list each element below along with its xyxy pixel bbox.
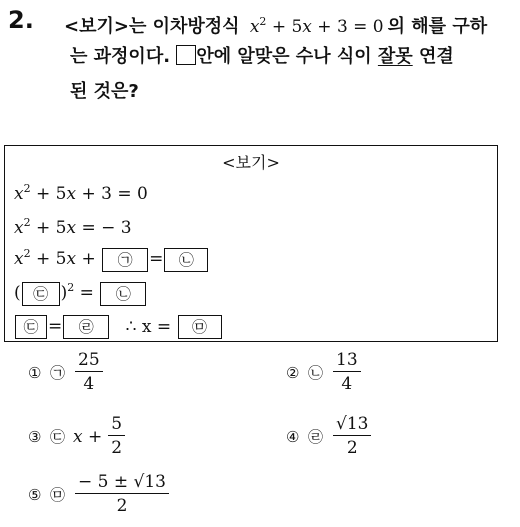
choice-prefix: x + bbox=[73, 426, 103, 447]
fraction bbox=[75, 472, 169, 517]
numerator: 5 bbox=[108, 414, 125, 436]
choice-mark: ㉣ bbox=[308, 428, 324, 446]
blank-e: ㉤ bbox=[178, 315, 222, 339]
fraction bbox=[333, 350, 361, 395]
choice-4[interactable] bbox=[286, 414, 371, 459]
blank-b: ㉡ bbox=[164, 248, 208, 272]
blank-box-symbol bbox=[176, 45, 196, 65]
numerator: 13 bbox=[333, 350, 361, 372]
choice-number: ④ bbox=[286, 427, 300, 446]
choice-mark: ㉤ bbox=[50, 486, 66, 504]
bogi-title: <보기> bbox=[222, 153, 280, 172]
blank-b: ㉡ bbox=[100, 282, 146, 306]
denominator: 4 bbox=[83, 374, 95, 394]
choice-3[interactable] bbox=[28, 414, 125, 459]
question-text-end: 연결 bbox=[418, 46, 454, 67]
question-line-3: 된 것은? bbox=[70, 81, 139, 102]
question-text: <보기>는 이차방정식 bbox=[64, 16, 240, 37]
choice-2[interactable] bbox=[286, 350, 361, 395]
fraction bbox=[108, 414, 125, 459]
fraction bbox=[75, 350, 103, 395]
choice-mark: ㉡ bbox=[308, 364, 324, 382]
choice-1[interactable] bbox=[28, 350, 103, 395]
choice-number: ③ bbox=[28, 427, 42, 446]
blank-c: ㉢ bbox=[15, 315, 47, 339]
question-text-mid: 안에 알맞은 수나 식이 bbox=[196, 46, 372, 67]
emphasis-text: 잘못 bbox=[377, 46, 413, 67]
bogi-step-1: $x^2 + 5x + 3 = 0$ bbox=[14, 182, 148, 204]
exponent: 2 bbox=[67, 281, 75, 294]
blank-d: ㉣ bbox=[63, 315, 109, 339]
choice-mark: ㉢ bbox=[50, 428, 66, 446]
numerator: 25 bbox=[75, 350, 103, 372]
bogi-step-4: ( ㉢ )$^2$ = ㉡ bbox=[14, 281, 147, 306]
choice-number: ② bbox=[286, 363, 300, 382]
question-text: 는 과정이다. bbox=[70, 46, 171, 67]
question-line-1 bbox=[64, 10, 487, 39]
choice-number: ⑤ bbox=[28, 485, 42, 504]
question-number: 2. bbox=[8, 6, 34, 34]
bogi-step-2: $x^2 + 5x$ = − 3 bbox=[14, 216, 132, 238]
denominator: 2 bbox=[111, 438, 123, 458]
question-line-2 bbox=[70, 45, 454, 69]
choice-number: ① bbox=[28, 363, 42, 382]
bogi-step-3: $x^2 + 5x$ + ㉠ = ㉡ bbox=[14, 247, 209, 272]
denominator: 2 bbox=[346, 438, 358, 458]
numerator: − 5 ± √13 bbox=[75, 472, 169, 494]
numerator: √13 bbox=[333, 414, 371, 436]
blank-c: ㉢ bbox=[22, 282, 60, 306]
denominator: 2 bbox=[116, 496, 128, 516]
fraction bbox=[333, 414, 371, 459]
bogi-step-5: ㉢ = ㉣ ∴ x = ㉤ bbox=[14, 315, 223, 339]
therefore-text: ∴ x = bbox=[125, 316, 172, 337]
question-equation: $x^2 + 5x + 3 = 0$ bbox=[249, 15, 384, 37]
question-text-suffix: 의 해를 구하 bbox=[387, 16, 488, 37]
blank-a: ㉠ bbox=[102, 248, 148, 272]
bogi-box bbox=[4, 145, 498, 342]
choice-mark: ㉠ bbox=[50, 364, 66, 382]
choice-5[interactable] bbox=[28, 472, 169, 517]
denominator: 4 bbox=[341, 374, 353, 394]
